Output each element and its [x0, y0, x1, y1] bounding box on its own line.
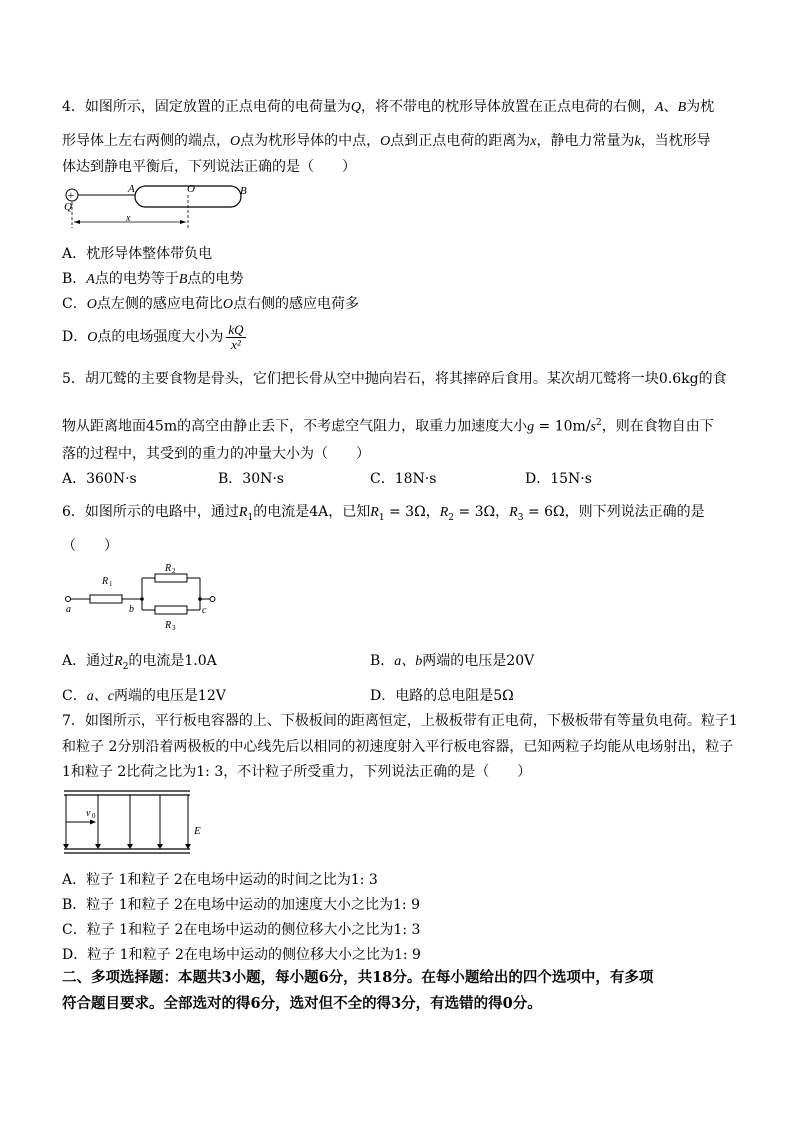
q4-option-a: A．枕形导体整体带负电	[62, 246, 213, 262]
q4-option-c: C．O点左侧的感应电荷比O点右侧的感应电荷多	[62, 296, 359, 312]
q5-option-b: B．30N·s	[218, 471, 284, 487]
q7-capacitor-figure	[62, 788, 212, 858]
q4-option-d: D．O点的电场强度大小为 $\frac{kQ}{\text{x²}}$	[62, 321, 244, 352]
q6-circuit-figure	[60, 560, 220, 635]
q6-option-a: A．通过$R_2$的电流是1.0A	[62, 653, 217, 672]
q4-pillow-conductor-figure	[60, 182, 250, 232]
section2-heading-line1: 二、多项选择题：本题共3小题，每小题6分，共18分。在每小题给出的四个选项中，有多项	[62, 969, 654, 986]
q7-option-a: A．粒子 1和粒子 2在电场中运动的时间之比为1: 3	[62, 872, 378, 888]
q4-stem-line3: 体达到静电平衡后，下列说法正确的是（ ）	[62, 159, 356, 175]
svg-text:0: 0	[92, 812, 96, 820]
q5-stem-line3: 落的过程中，其受到的重力的冲量大小为（ ）	[62, 446, 370, 462]
q6-fig-b: b	[129, 604, 134, 615]
q4-fig-x: x	[126, 213, 131, 224]
q7-fig-v0: v	[86, 808, 91, 819]
q7-stem-line2: 和粒子 2分别沿着两极板的中心线先后以相同的初速度射入平行板电容器，已知两粒子均能从电场射出，粒子	[62, 739, 734, 755]
q4-fig-B: B	[240, 185, 247, 197]
q7-option-b: B．粒子 1和粒子 2在电场中运动的加速度大小之比为1: 9	[62, 897, 420, 913]
q4-fig-Q: Q	[64, 201, 72, 213]
q4-fig-O: O	[187, 183, 195, 195]
q4-option-d-fraction: $\frac{kQ}{\text{x²}}$	[228, 321, 244, 352]
q6-fig-c: c	[202, 605, 207, 616]
q5-option-a: A．360N·s	[62, 471, 137, 487]
q5-stem-line1: 5．胡兀鹫的主要食物是骨头，它们把长骨从空中抛向岩石，将其摔碎后食用。某次胡兀鹫将一块0.6kg的食	[62, 371, 727, 387]
svg-text:2: 2	[172, 567, 176, 575]
q6-fig-r1: R	[102, 576, 109, 587]
q7-fig-E: E	[194, 825, 201, 837]
svg-text:3: 3	[172, 624, 176, 632]
q6-fig-r3: R	[165, 620, 172, 631]
q6-option-c: C．a、c两端的电压是12V	[62, 688, 226, 704]
q5-option-d: D．15N·s	[525, 471, 592, 487]
q6-option-d: D．电路的总电阻是5Ω	[370, 688, 514, 704]
q4-stem-line1: 4．如图所示，固定放置的正点电荷的电荷量为Q，将不带电的枕形导体放置在正点电荷的右侧，A、B为枕	[62, 99, 715, 115]
q7-stem-line1: 7．如图所示，平行板电容器的上、下极板间的距离恒定，上极板带有正电荷，下极板带有等量负电荷。粒子1	[62, 713, 738, 729]
q6-stem-line1: 6．如图所示的电路中，通过$R_1$的电流是4A，已知$R_1 = 3\Omega$，$R_2 = 3\Omega$，$R_3 = 6\Omega$，则下列说法正确的是	[62, 504, 705, 523]
q6-fig-r2: R	[165, 563, 172, 574]
q5-option-c: C．18N·s	[370, 471, 437, 487]
section2-heading-line2: 符合题目要求。全部选对的得6分，选对但不全的得3分，有选错的得0分。	[62, 995, 542, 1012]
q5-stem-line2: 物从距离地面45m的高空由静止丢下，不考虑空气阻力，取重力加速度大小$g = 10m/s^2$，则在食物自由下	[62, 418, 714, 435]
q4-fig-A: A	[128, 183, 135, 195]
q7-option-d: D．粒子 1和粒子 2在电场中运动的侧位移大小之比为1: 9	[62, 947, 421, 963]
q6-stem-line2: （ ）	[62, 538, 118, 554]
q7-option-c: C．粒子 1和粒子 2在电场中运动的侧位移大小之比为1: 3	[62, 922, 421, 938]
q6-fig-a: a	[66, 604, 71, 615]
q7-stem-line3: 1和粒子 2比荷之比为1: 3，不计粒子所受重力，下列说法正确的是（ ）	[62, 764, 532, 780]
q4-option-b: B．A点的电势等于B点的电势	[62, 271, 244, 287]
q6-option-b: B．a、b两端的电压是20V	[370, 653, 535, 669]
q4-fig-plus: +	[67, 188, 75, 202]
svg-text:1: 1	[109, 580, 113, 588]
q4-stem-line2: 形导体上左右两侧的端点，O点为枕形导体的中点，O点到正点电荷的距离为x，静电力常量为k，当枕形导	[62, 133, 711, 149]
